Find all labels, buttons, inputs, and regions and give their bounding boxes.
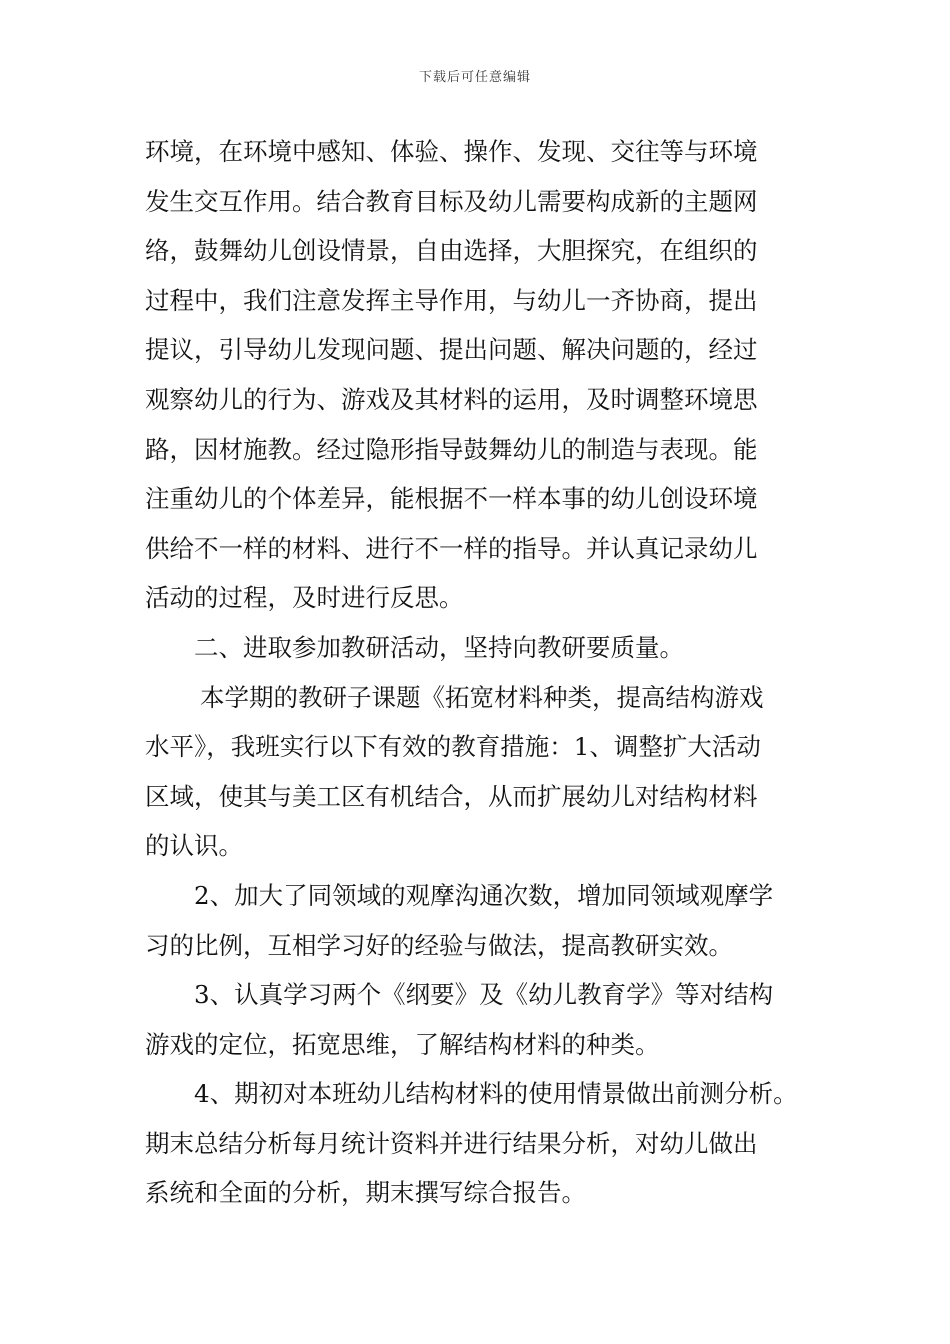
- document-body: [145, 127, 825, 1218]
- text-line: 4、期初对本班幼儿结构材料的使用情景做出前测分析。: [194, 1079, 798, 1109]
- text-line: 期末总结分析每月统计资料并进行结果分析，对幼儿做出: [145, 1128, 758, 1158]
- text-line: 络，鼓舞幼儿创设情景，自由选择，大胆探究，在组织的: [145, 236, 758, 266]
- text-line: 提议，引导幼儿发现问题、提出问题、解决问题的，经过: [145, 335, 758, 365]
- text-line: 注重幼儿的个体差异，能根据不一样本事的幼儿创设环境: [145, 484, 758, 514]
- text-line: 活动的过程，及时进行反思。: [145, 583, 464, 613]
- text-line: 本学期的教研子课题《拓宽材料种类，提高结构游戏: [200, 682, 764, 712]
- text-line: 路，因材施教。经过隐形指导鼓舞幼儿的制造与表现。能: [145, 434, 758, 464]
- text-line: 游戏的定位，拓宽思维，了解结构材料的种类。: [145, 1029, 660, 1059]
- text-line: 2、加大了同领域的观摩沟通次数，增加同领域观摩学: [194, 880, 774, 910]
- text-line: 供给不一样的材料、进行不一样的指导。并认真记录幼儿: [145, 533, 758, 563]
- text-line: 系统和全面的分析，期末撰写综合报告。: [145, 1178, 586, 1208]
- text-line: 水平》，我班实行以下有效的教育措施：1、调整扩大活动: [145, 732, 761, 762]
- text-line: 环境，在环境中感知、体验、操作、发现、交往等与环境: [145, 137, 758, 166]
- text-line: 发生交互作用。结合教育目标及幼儿需要构成新的主题网: [145, 186, 758, 216]
- text-line: 观察幼儿的行为、游戏及其材料的运用，及时调整环境思: [145, 384, 758, 414]
- text-line: 区域，使其与美工区有机结合，从而扩展幼儿对结构材料: [145, 781, 758, 811]
- text-line: 的认识。: [145, 831, 243, 861]
- text-line: 3、认真学习两个《纲要》及《幼儿教育学》等对结构: [194, 980, 774, 1010]
- section-heading: 二、进取参加教研活动，坚持向教研要质量。: [194, 632, 684, 662]
- header-note: 下载后可任意编辑: [418, 70, 531, 85]
- text-line: 习的比例，互相学习好的经验与做法，提高教研实效。: [145, 930, 733, 960]
- text-line: 过程中，我们注意发挥主导作用，与幼儿一齐协商，提出: [145, 285, 758, 315]
